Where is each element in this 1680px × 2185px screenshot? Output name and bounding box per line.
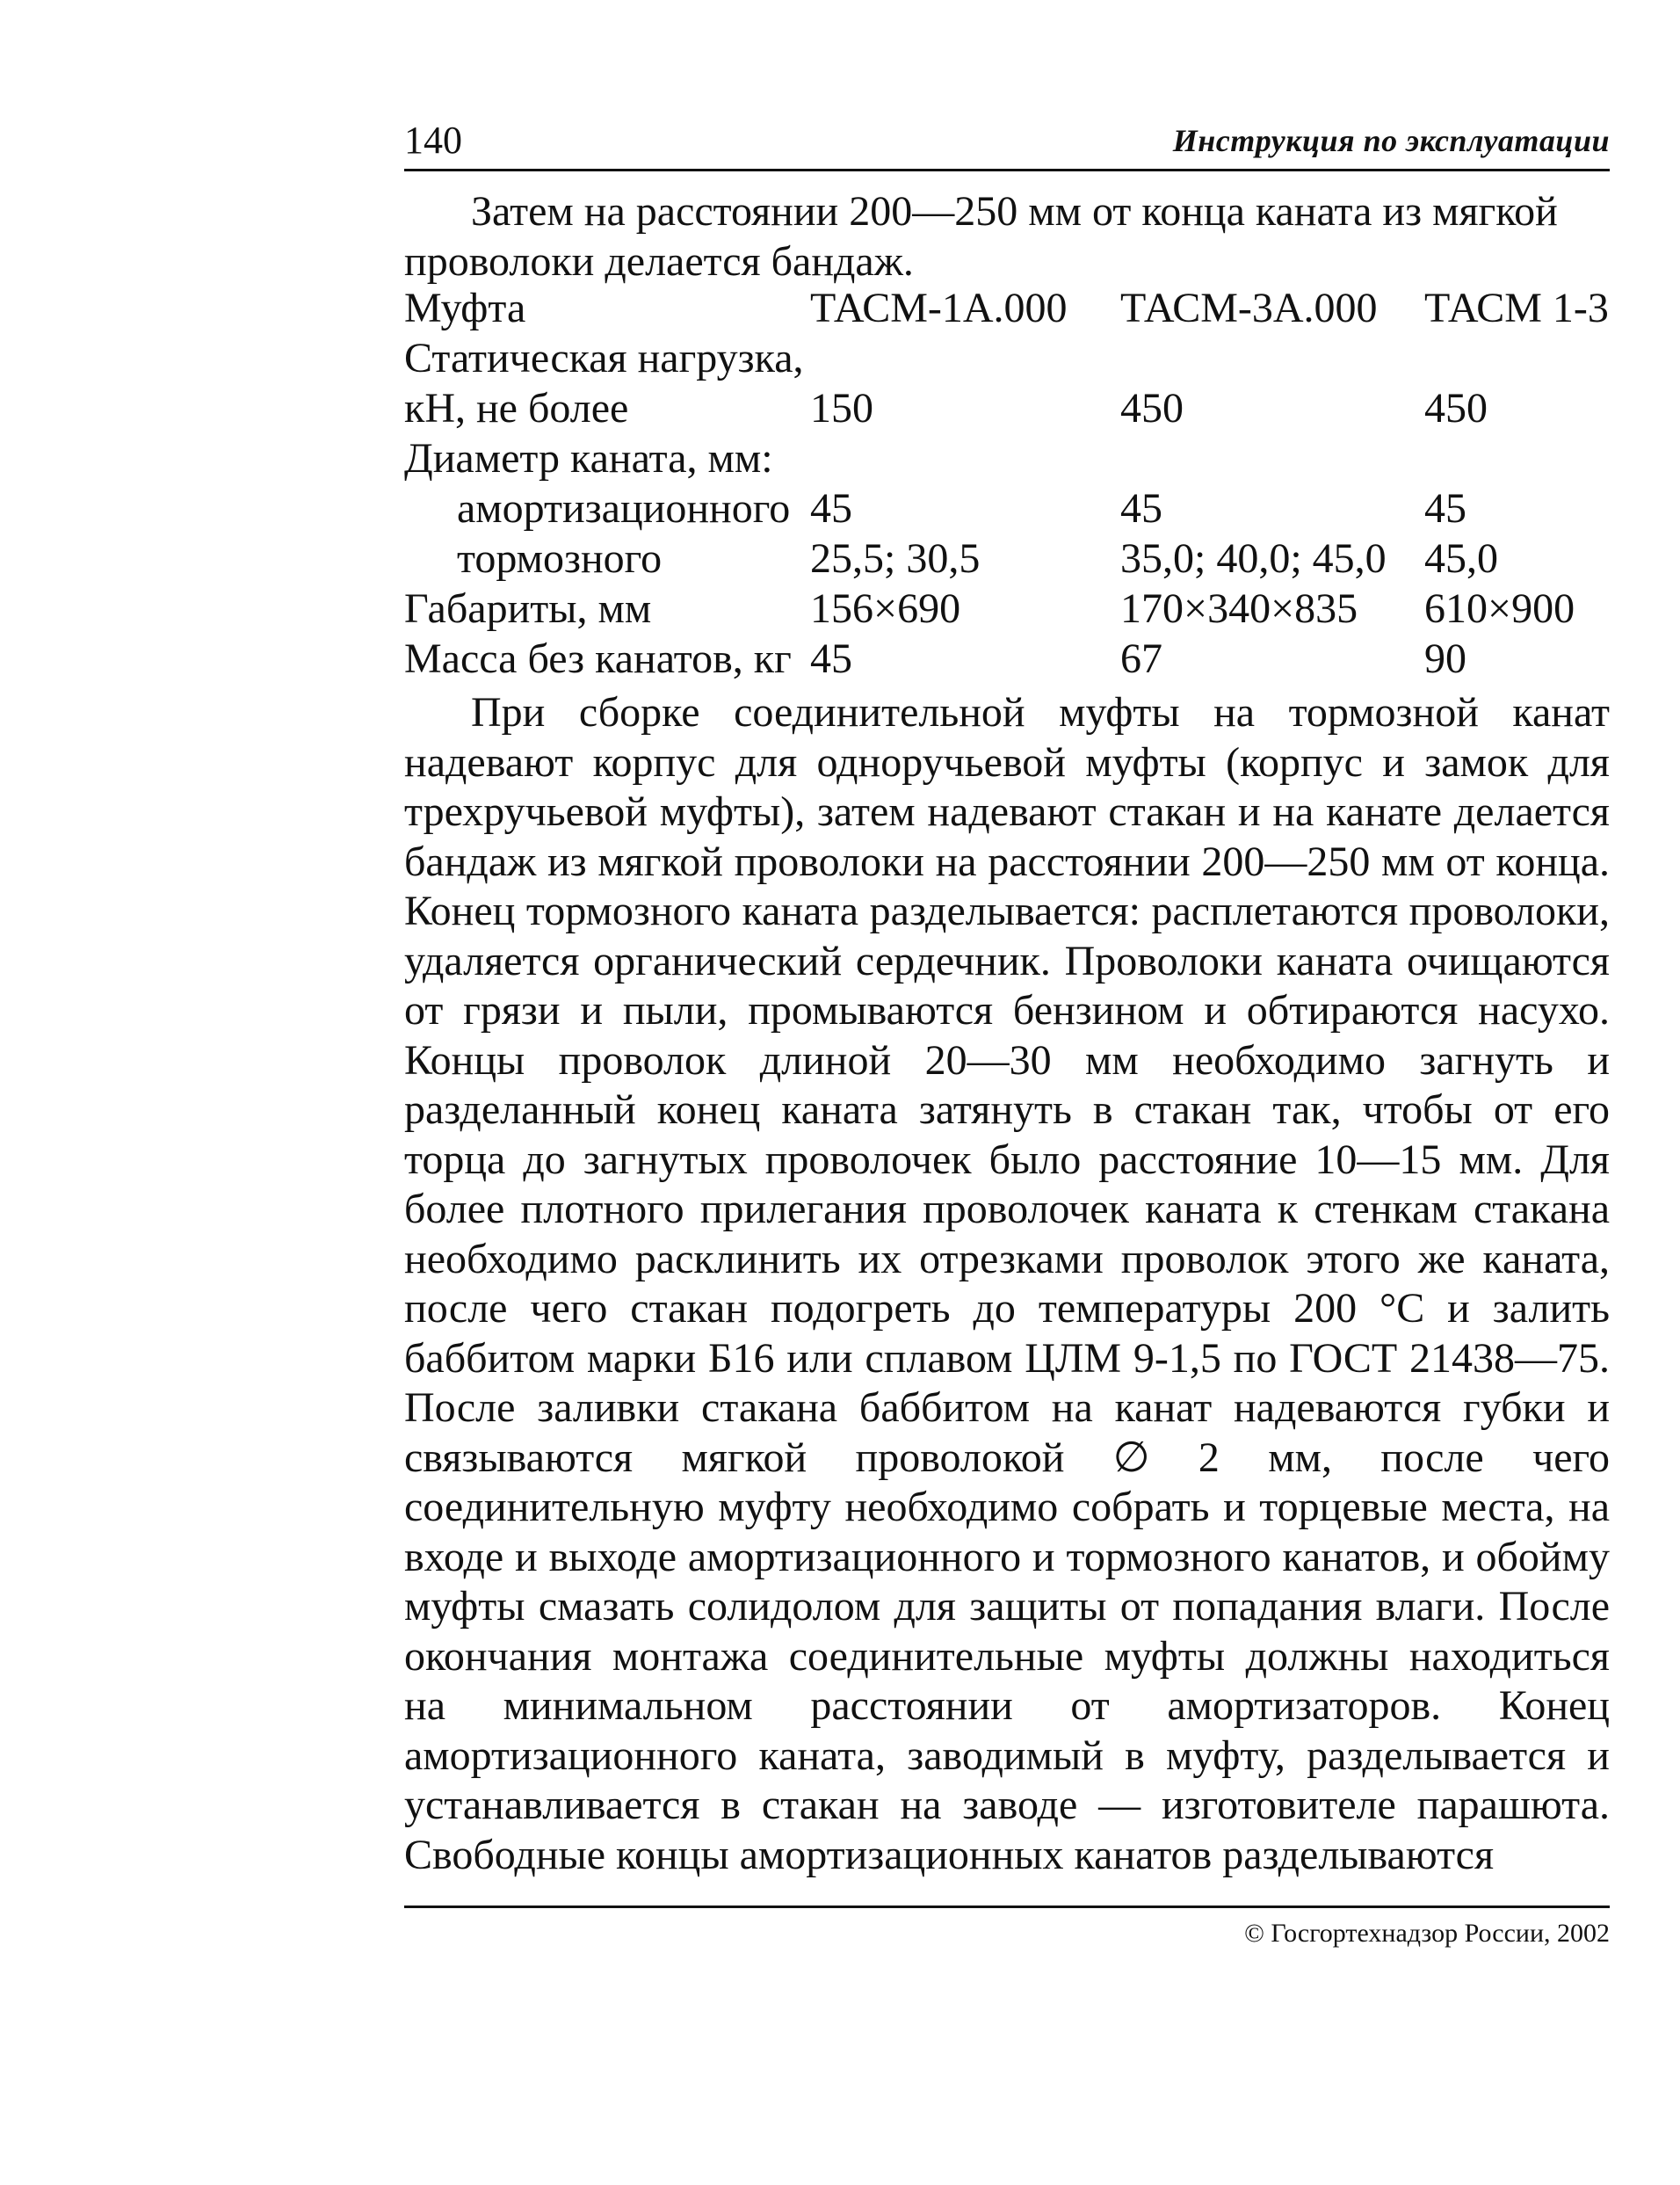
table-cell: Статическая нагрузка, <box>404 335 804 381</box>
table-header-cell: Муфта <box>404 285 526 331</box>
table-cell: 150 <box>810 385 873 432</box>
table-row <box>404 333 1610 383</box>
table-cell: 450 <box>1120 385 1184 432</box>
table-cell: Масса без канатов, кг <box>404 635 792 682</box>
spec-table <box>404 283 1610 684</box>
table-cell: 45 <box>1424 485 1466 532</box>
copyright-footer: © Госгортехнадзор России, 2002 <box>1244 1919 1610 1948</box>
table-cell: Габариты, мм <box>404 585 652 632</box>
table-header-cell: ТАСМ-1А.000 <box>810 285 1068 331</box>
table-header-cell: ТАСМ 1-3 <box>1424 285 1609 331</box>
table-cell: тормозного <box>457 535 663 582</box>
table-cell: 35,0; 40,0; 45,0 <box>1120 535 1387 582</box>
table-row <box>404 634 1610 684</box>
table-row <box>404 534 1610 584</box>
intro-paragraph: Затем на расстоянии 200—250 мм от конца каната из мягкой проволоки делается бандаж. <box>404 188 1558 285</box>
table-cell: 610×900 <box>1424 585 1575 632</box>
table-cell: 170×340×835 <box>1120 585 1358 632</box>
table-cell: 67 <box>1120 635 1162 682</box>
table-header-cell: ТАСМ-3А.000 <box>1120 285 1378 331</box>
body-paragraph: При сборке соединительной муфты на тормозной канат надевают корпус для одноручьевой муфты (корпус и замок для трехручьевой муфты), затем надевают стакан и на канате делается бандаж из мягкой проволоки на расстоянии 200—250 мм от конца. Конец тормозного каната разделывается: расплетаются проволоки, удаляется органический сердечник. Проволоки каната очищаются от грязи и пыли, промываются бензином и обтираются насухо. Концы проволок длиной 20—30 мм необходимо загнуть и разделанный конец каната затянуть в стакан так, чтобы от его торца до загнутых проволочек было расстояние 10—15 мм. Для более плотного прилегания проволочек каната к стенкам стакана необходимо расклинить их отрезками проволок этого же каната, после чего стакан подогреть до температуры 200 °С и залить баббитом марки Б16 или сплавом ЦЛМ 9-1,5 по ГОСТ 21438—75. После заливки стакана баббитом на канат надеваются губки и связываются мягкой проволокой ∅ 2 мм, после чего соединительную муфту необходимо собрать и торцевые места, на входе и выходе амортизационного и тормозного канатов, и обойму муфты смазать солидолом для защиты от попадания влаги. После окончания монтажа соединительные муфты должны находиться на минимальном расстоянии от амортизаторов. Конец амортизационного каната, заводимый в муфту, разделывается и устанавливается в стакан на заводе — изготовителе парашюта. Свободные концы амортизационных канатов разделываются <box>404 689 1610 1878</box>
table-cell: амортизационного <box>457 485 791 532</box>
running-title: Инструкция по эксплуатации <box>1172 123 1610 158</box>
footer-rule <box>404 1906 1610 1908</box>
table-cell: 45 <box>810 635 852 682</box>
table-cell: Диаметр каната, мм: <box>404 435 773 482</box>
page-number: 140 <box>404 119 462 162</box>
table-cell: кН, не более <box>404 385 629 432</box>
table-cell: 45 <box>1120 485 1162 532</box>
table-cell: 45,0 <box>1424 535 1498 582</box>
table-row <box>404 433 1610 483</box>
table-cell: 25,5; 30,5 <box>810 535 981 582</box>
header-rule <box>404 169 1610 171</box>
table-header-row <box>404 283 1610 333</box>
table-row <box>404 483 1610 534</box>
table-cell: 156×690 <box>810 585 961 632</box>
table-cell: 90 <box>1424 635 1466 682</box>
page-header <box>404 114 1610 167</box>
table-row <box>404 383 1610 433</box>
table-cell: 45 <box>810 485 852 532</box>
table-row <box>404 584 1610 634</box>
table-cell: 450 <box>1424 385 1488 432</box>
